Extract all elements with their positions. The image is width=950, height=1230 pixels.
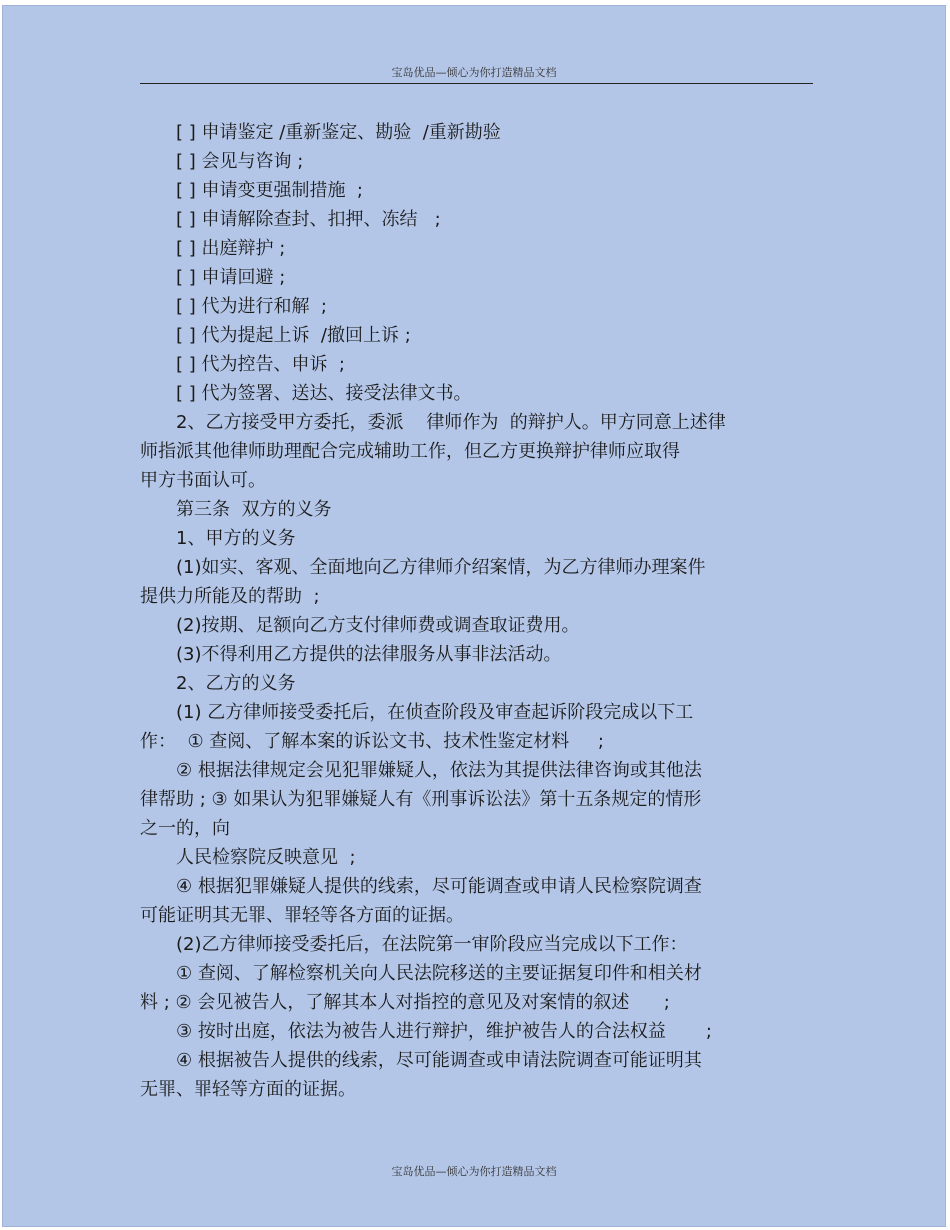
document-page (2, 5, 946, 1227)
text-line: ① 查阅、了解检察机关向人民法院移送的主要证据复印件和相关材 (176, 963, 702, 984)
text-line: 律帮助 ; ③ 如果认为犯罪嫌疑人有《刑事诉讼法》第十五条规定的情形 (140, 789, 702, 810)
text-line: [ ] 申请回避 ; (176, 267, 286, 288)
text-line: (2)按期、足额向乙方支付律师费或调查取证费用。 (176, 615, 580, 636)
text-line: [ ] 代为控告、申诉 ; (176, 354, 345, 375)
text-line: 人民检察院反映意见 ; (176, 847, 356, 868)
text-line: 2、乙方的义务 (176, 673, 296, 694)
text-line: 无罪、罪轻等方面的证据。 (140, 1079, 356, 1100)
text-line: (1)如实、客观、全面地向乙方律师介绍案情，为乙方律师办理案件 (176, 557, 706, 578)
text-line: 第三条 双方的义务 (176, 499, 332, 520)
text-line: [ ] 申请鉴定 /重新鉴定、勘验 /重新勘验 (176, 122, 501, 143)
text-line: ② 根据法律规定会见犯罪嫌疑人，依法为其提供法律咨询或其他法 (176, 760, 702, 781)
header-divider (140, 83, 813, 84)
page-header: 宝岛优品—倾心为你打造精品文档 (391, 66, 557, 79)
text-line: (3)不得利用乙方提供的法律服务从事非法活动。 (176, 644, 562, 665)
text-line: [ ] 出庭辩护 ; (176, 238, 286, 259)
text-line: [ ] 申请变更强制措施 ; (176, 180, 363, 201)
text-line: [ ] 代为进行和解 ; (176, 296, 327, 317)
text-line: 可能证明其无罪、罪轻等各方面的证据。 (140, 905, 464, 926)
text-line: (1) 乙方律师接受委托后，在侦查阶段及审查起诉阶段完成以下工 (176, 702, 694, 723)
text-line: [ ] 代为提起上诉 /撤回上诉 ; (176, 325, 411, 346)
page-footer: 宝岛优品—倾心为你打造精品文档 (391, 1165, 557, 1178)
text-line: [ ] 代为签署、送达、接受法律文书。 (176, 383, 472, 404)
text-line: 料 ; ② 会见被告人，了解其本人对指控的意见及对案情的叙述 ; (140, 992, 670, 1013)
text-line: 之一的，向 (140, 818, 230, 839)
text-line: 甲方书面认可。 (140, 470, 266, 491)
text-line: ③ 按时出庭，依法为被告人进行辩护，维护被告人的合法权益 ; (176, 1021, 712, 1042)
document-body (140, 118, 820, 1104)
text-line: 2、乙方接受甲方委托，委派 律师作为 的辩护人。甲方同意上述律 (176, 412, 726, 433)
text-line: ④ 根据被告人提供的线索，尽可能调查或申请法院调查可能证明其 (176, 1050, 702, 1071)
text-line: ④ 根据犯罪嫌疑人提供的线索，尽可能调查或申请人民检察院调查 (176, 876, 702, 897)
text-line: 师指派其他律师助理配合完成辅助工作，但乙方更换辩护律师应取得 (140, 441, 680, 462)
text-line: 1、甲方的义务 (176, 528, 296, 549)
text-line: [ ] 申请解除查封、扣押、冻结 ; (176, 209, 441, 230)
text-line: (2)乙方律师接受委托后，在法院第一审阶段应当完成以下工作： (176, 934, 688, 955)
text-line: 提供力所能及的帮助 ; (140, 586, 320, 607)
text-line: 作： ① 查阅、了解本案的诉讼文书、技术性鉴定材料 ; (140, 731, 604, 752)
text-line: [ ] 会见与咨询 ; (176, 151, 304, 172)
